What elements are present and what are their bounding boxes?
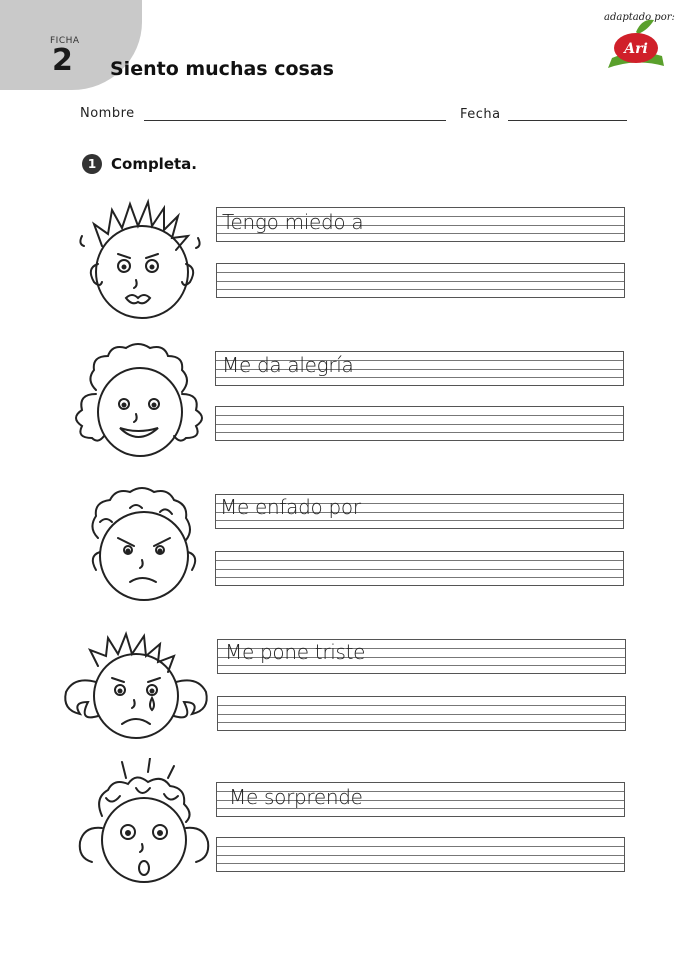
answer-line[interactable] [217,696,626,731]
prompt-joy: Me da alegría [222,353,354,377]
logo-caption: adaptado por: [604,12,675,23]
svg-text:Ari: Ari [624,41,648,57]
instruction-text: Completa. [111,155,197,173]
scared-face-icon [72,196,222,326]
prompt-anger: Me enfado por [220,495,361,519]
prompt-surprise: Me sorprende [229,785,363,809]
angry-face-icon [70,482,220,612]
exercise-number-badge: 1 [82,154,102,174]
date-label: Fecha [460,107,501,122]
sad-face-icon [60,626,210,756]
happy-face-icon [68,340,218,470]
name-field[interactable] [144,120,446,121]
answer-line[interactable] [216,837,625,872]
name-label: Nombre [80,106,135,121]
prompt-fear: Tengo miedo a [222,210,364,234]
answer-line[interactable] [216,263,625,298]
prompt-sadness: Me pone triste [225,640,366,664]
date-field[interactable] [508,120,627,121]
worksheet-number: 2 [52,43,73,78]
page-title: Siento muchas cosas [110,58,334,80]
surprised-face-icon [70,758,220,888]
exercise-instruction [82,154,197,174]
answer-line[interactable] [215,406,624,441]
tab-label: FICHA [50,36,80,46]
answer-line[interactable] [215,551,624,586]
